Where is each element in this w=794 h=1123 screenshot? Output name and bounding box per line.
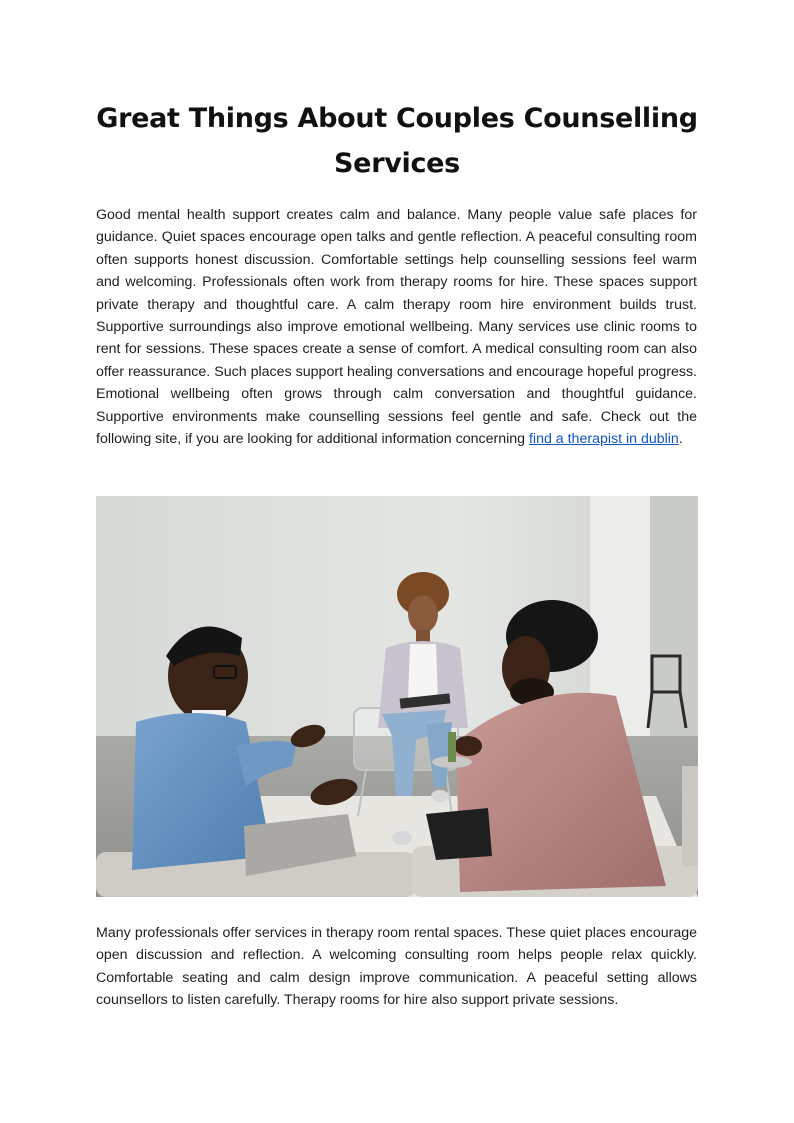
intro-paragraph (96, 204, 697, 450)
counselling-session-photo (96, 496, 698, 897)
doorway (650, 496, 698, 746)
intro-paragraph-text: Good mental health support creates calm and balance. Many people value safe places for guidance. Quiet spaces encourage open talks and gentle reflection. A peaceful consulting room often supports honest discussion. Comfortable settings help counselling sessions feel warm and welcoming. Professionals often work from therapy rooms for hire. These spaces support private therapy and thoughtful care. A calm therapy room hire environment builds trust. Supportive surroundings also improve emotional wellbeing. Many services use clinic rooms to rent for sessions. These spaces create a sense of comfort. A medical consulting room can also offer reassurance. Such places support healing conversations and encourage hopeful progress. Emotional wellbeing often grows through calm conversation and thoughtful guidance. Supportive environments make counselling sessions feel gentle and safe. Check out the following site, if you are looking for additional information concerning (96, 207, 697, 448)
page-title: Great Things About Couples Counselling Services (96, 103, 698, 179)
intro-paragraph-end: . (678, 431, 683, 448)
second-paragraph: Many professionals offer services in therapy room rental spaces. These quiet places encourage open discussion and reflection. A welcoming consulting room helps people relax quickly. Comfortable seating and calm design improve communication. A peaceful setting allows counsellors to listen carefully. Therapy rooms for hire also support private sessions. (96, 925, 697, 1009)
find-therapist-link[interactable]: find a therapist in dublin (528, 431, 679, 448)
